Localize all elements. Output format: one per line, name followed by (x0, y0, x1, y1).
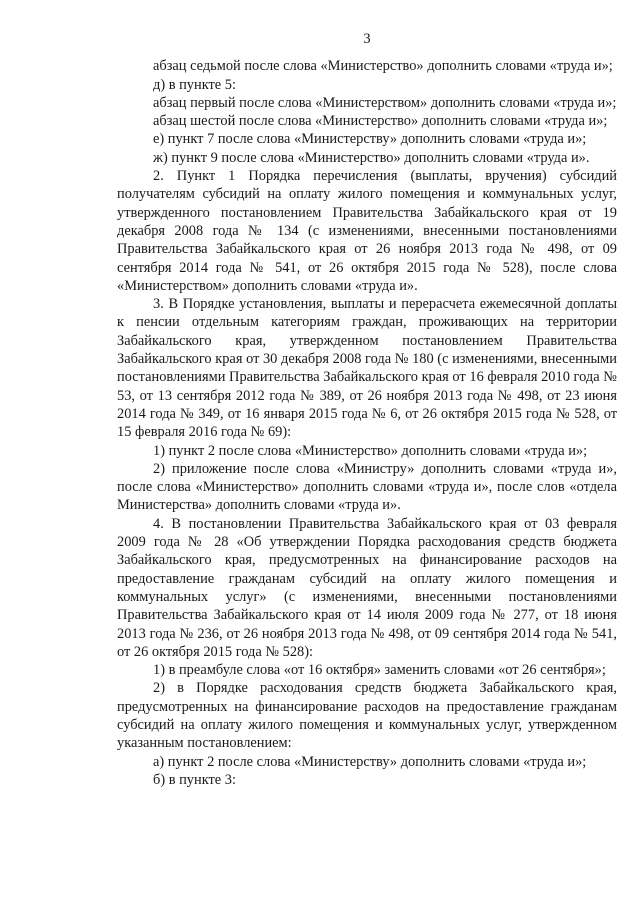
page-number: 3 (363, 31, 371, 47)
paragraph-item: 2) в Порядке расходования средств бюджета Забайкальского края, предусмотренных на финансирование расходов на предоставление гражданам субсидий на оплату жилого помещения и коммунальных услуг, утвержденном указанным постановлением: (117, 680, 617, 752)
document-page (117, 30, 617, 789)
paragraph-item: д) в пункте 5: (153, 76, 236, 93)
paragraph-item: 1) пункт 2 после слова «Министерство» дополнить словами «труда и»; (153, 442, 588, 459)
paragraph-item: 1) в преамбуле слова «от 16 октября» заменить словами «от 26 сентября»; (153, 662, 606, 679)
paragraph-item: а) пункт 2 после слова «Министерству» дополнить словами «труда и»; (153, 753, 587, 770)
paragraph-item: абзац шестой после слова «Министерство» дополнить словами «труда и»; (153, 113, 608, 130)
paragraph-item: абзац седьмой после слова «Министерство» дополнить словами «труда и»; (153, 58, 613, 75)
paragraph-item: е) пункт 7 после слова «Министерству» дополнить словами «труда и»; (153, 131, 587, 148)
paragraph-item: 4. В постановлении Правительства Забайкальского края от 03 февраля 2009 года № 28 «Об утверждении Порядка расходования средств бюджета Забайкальского края, предусмотренных на финансирование расходов на предоставление гражданам субсидий на оплату жилого помещения и коммунальных услуг» (с изменениями, внесенными постановлениями Правительства Забайкальского края от 14 июля 2009 года № 277, от 18 июня 2013 года № 236, от 26 ноября 2013 года № 498, от 09 сентября 2014 года № 541, от 26 октября 2015 года № 528): (117, 515, 617, 660)
paragraph-item: б) в пункте 3: (153, 771, 236, 788)
paragraph-item: 2. Пункт 1 Порядка перечисления (выплаты, вручения) субсидий получателям субсидий на оплату жилого помещения и коммунальных услуг, утвержденного постановлением Правительства Забайкальского края от 19 декабря 2008 года № 134 (с изменениями, внесенными постановлениями Правительства Забайкальского края от 26 ноября 2013 года № 498, от 09 сентября 2014 года № 541, от 26 октября 2015 года № 528), после слова «Министерством» дополнить словами «труда и». (117, 168, 617, 294)
paragraph-item: ж) пункт 9 после слова «Министерство» дополнить словами «труда и». (153, 149, 590, 166)
paragraph-item: 3. В Порядке установления, выплаты и перерасчета ежемесячной доплаты к пенсии отдельным категориям граждан, проживающих на территории Забайкальского края, утвержденном постановлением Правительства Забайкальского края от 30 декабря 2008 года № 180 (с изменениями, внесенными постановлениями Правительства Забайкальского края от 16 февраля 2010 года № 53, от 13 сентября 2012 года № 389, от 26 ноября 2013 года № 498, от 23 июня 2014 года № 349, от 16 января 2015 года № 6, от 26 октября 2015 года № 528, от 15 февраля 2016 года № 69): (117, 296, 617, 441)
paragraph-item: абзац первый после слова «Министерством» дополнить словами «труда и»; (153, 94, 617, 111)
paragraph-item: 2) приложение после слова «Министру» дополнить словами «труда и», после слова «Министерство» дополнить словами «труда и», после слов «отдела Министерства» дополнить словами «труда и». (117, 460, 617, 514)
